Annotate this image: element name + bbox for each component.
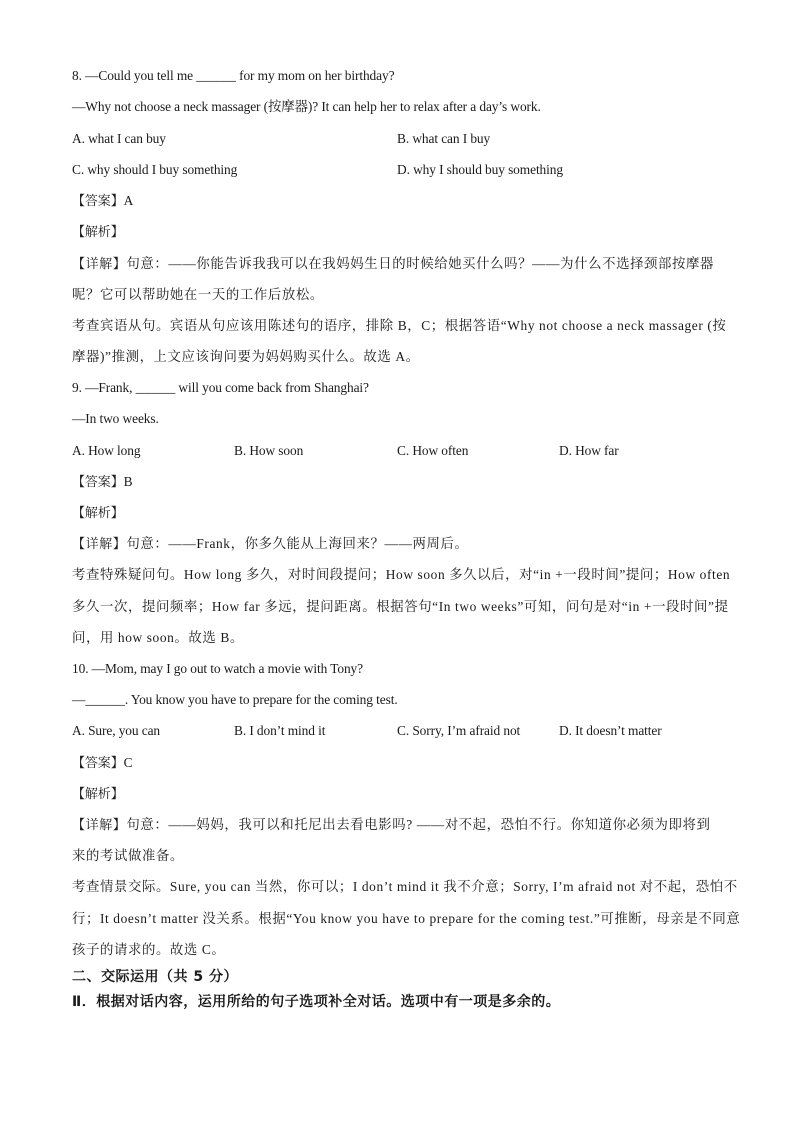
- q8-detail-line-3: 考查宾语从句。宾语从句应该用陈述句的语序，排除 B，C；根据答语“Why not choose a neck massager (按: [72, 318, 727, 333]
- q9-option-b: B. How soon: [234, 443, 304, 458]
- q8-question: 8. —Could you tell me ______ for my mom on her birthday?: [72, 68, 395, 83]
- detail-tag: 【详解】: [72, 818, 127, 833]
- section-instruction: Ⅱ．根据对话内容，运用所给的句子选项补全对话。选项中有一项是多余的。: [72, 994, 561, 1010]
- q9-detail-line-2: 考查特殊疑问句。How long 多久，对时间段提问；How soon 多久以后，对“in +一段时间”提问；How often: [72, 567, 731, 582]
- q10-answer: [72, 753, 722, 774]
- q8-option-d: D. why I should buy something: [397, 162, 563, 177]
- q8-answer: [72, 191, 722, 212]
- q9-answer: [72, 472, 722, 493]
- answer-tag: 【答案】: [72, 756, 124, 771]
- detail-text: 句意：——Frank，你多久能从上海回来？——两周后。: [126, 536, 469, 551]
- q9-option-a: A. How long: [72, 443, 141, 458]
- answer-value: C: [123, 755, 133, 770]
- q9-question: 9. —Frank, ______ will you come back from Shanghai?: [72, 380, 369, 395]
- section-heading: 二、交际运用（共 5 分）: [72, 969, 238, 985]
- detail-text: 句意：——妈妈，我可以和托尼出去看电影吗? ——对不起，恐怕不行。你知道你必须为即将到: [126, 817, 711, 832]
- q8-option-c: C. why should I buy something: [72, 162, 238, 177]
- answer-tag: 【答案】: [72, 194, 124, 209]
- q10-option-d: D. It doesn’t matter: [559, 723, 662, 738]
- q8-detail-line-2: 呢？它可以帮助她在一天的工作后放松。: [72, 287, 324, 302]
- answer-value: A: [123, 193, 134, 208]
- detail-text: 句意：——你能告诉我我可以在我妈妈生日的时候给她买什么吗？——为什么不选择颈部按摩器: [126, 256, 715, 271]
- q10-detail-line-3: 考查情景交际。Sure, you can 当然，你可以；I don’t mind it 我不介意；Sorry, I’m afraid not 对不起，恐怕不: [72, 879, 738, 894]
- q10-reply: —______. You know you have to prepare for the coming test.: [72, 692, 398, 707]
- detail-tag: 【详解】: [72, 257, 127, 272]
- analysis-tag: 【解析】: [72, 506, 124, 521]
- q8-reply: —Why not choose a neck massager (按摩器)? It can help her to relax after a day’s work.: [72, 99, 541, 114]
- q10-detail-line-5: 孩子的请求的。故选 C。: [72, 942, 226, 957]
- q8-option-b: B. what can I buy: [397, 131, 491, 146]
- answer-value: B: [123, 474, 133, 489]
- q9-reply: —In two weeks.: [72, 411, 159, 426]
- q10-detail-line-1: [72, 815, 722, 836]
- answer-tag: 【答案】: [72, 475, 124, 490]
- q8-detail-line-1: [72, 254, 722, 275]
- q9-option-c: C. How often: [397, 443, 469, 458]
- q9-option-d: D. How far: [559, 443, 619, 458]
- q9-detail-line-4: 问，用 how soon。故选 B。: [72, 630, 244, 645]
- q10-option-a: A. Sure, you can: [72, 723, 161, 738]
- q10-option-c: C. Sorry, I’m afraid not: [397, 723, 521, 738]
- q9-detail-line-1: [72, 534, 722, 555]
- detail-tag: 【详解】: [72, 537, 127, 552]
- analysis-tag: 【解析】: [72, 225, 124, 240]
- q10-detail-line-2: 来的考试做准备。: [72, 848, 184, 863]
- q10-analysis-tag: [72, 784, 722, 805]
- q8-option-a: A. what I can buy: [72, 131, 166, 146]
- q8-analysis-tag: [72, 222, 722, 243]
- q9-analysis-tag: [72, 503, 722, 524]
- analysis-tag: 【解析】: [72, 787, 124, 802]
- q8-detail-line-4: 摩器)”推测，上文应该询问要为妈妈购买什么。故选 A。: [72, 349, 420, 364]
- q10-question: 10. —Mom, may I go out to watch a movie with Tony?: [72, 661, 363, 676]
- q10-option-b: B. I don’t mind it: [234, 723, 326, 738]
- q9-detail-line-3: 多久一次，提问频率；How far 多远，提问距离。根据答句“In two weeks”可知，问句是对“in +一段时间”提: [72, 599, 729, 614]
- q10-detail-line-4: 行；It doesn’t matter 没关系。根据“You know you have to prepare for the coming test.”可推断，母亲是不同意: [72, 911, 741, 926]
